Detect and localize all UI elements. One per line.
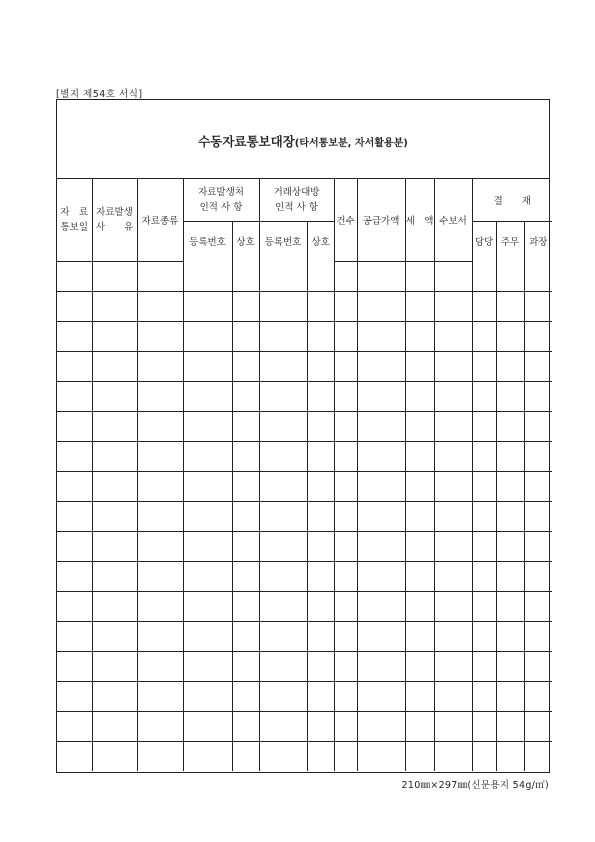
ledger-cell[interactable] (183, 681, 232, 711)
ledger-cell[interactable] (434, 621, 472, 651)
ledger-cell[interactable] (524, 741, 552, 771)
ledger-cell[interactable] (92, 501, 137, 531)
col-supply-value: 공급가액 (357, 179, 405, 261)
ledger-cell[interactable] (434, 591, 472, 621)
ledger-cell[interactable] (137, 291, 183, 321)
ledger-cell[interactable] (472, 441, 496, 471)
ledger-cell[interactable] (357, 681, 405, 711)
ledger-cell[interactable] (57, 381, 92, 411)
ledger-cell[interactable] (137, 351, 183, 381)
ledger-cell[interactable] (496, 531, 524, 561)
ledger-cell[interactable] (183, 441, 232, 471)
ledger-cell[interactable] (334, 441, 357, 471)
ledger-cell[interactable] (137, 501, 183, 531)
ledger-cell[interactable] (334, 561, 357, 591)
col-issuer-line2: 인적 사 항 (199, 201, 243, 213)
ledger-cell[interactable] (183, 291, 232, 321)
ledger-cell[interactable] (472, 501, 496, 531)
col-notice-date-line1: 자 료 (60, 206, 89, 218)
col-reason-line2: 사 유 (95, 221, 134, 233)
ledger-cell[interactable] (232, 411, 259, 441)
ledger-cell[interactable] (137, 741, 183, 771)
ledger-cell[interactable] (57, 681, 92, 711)
ledger-cell[interactable] (405, 321, 434, 351)
ledger-cell[interactable] (259, 381, 307, 411)
ledger-row (57, 711, 552, 741)
ledger-cell[interactable] (183, 621, 232, 651)
col-receipt: 수보서 (434, 179, 472, 261)
ledger-cell[interactable] (524, 291, 552, 321)
ledger-form (56, 99, 550, 773)
col-issuer-trade-name: 상호 (232, 221, 259, 261)
ledger-row (57, 351, 552, 381)
ledger-cell[interactable] (405, 591, 434, 621)
ledger-row (57, 531, 552, 561)
ledger-cell[interactable] (357, 351, 405, 381)
ledger-cell[interactable] (307, 681, 334, 711)
ledger-cell[interactable] (232, 621, 259, 651)
col-counterparty-info (259, 179, 334, 221)
ledger-cell[interactable] (259, 561, 307, 591)
ledger-cell[interactable] (137, 411, 183, 441)
ledger-cell[interactable] (57, 591, 92, 621)
ledger-cell[interactable] (472, 561, 496, 591)
ledger-cell[interactable] (57, 561, 92, 591)
col-issuer-line1: 자료발생처 (198, 186, 244, 198)
ledger-row (57, 261, 552, 291)
ledger-cell[interactable] (259, 591, 307, 621)
ledger-cell[interactable] (357, 381, 405, 411)
ledger-cell[interactable] (57, 261, 92, 291)
ledger-cell[interactable] (405, 501, 434, 531)
ledger-cell[interactable] (334, 291, 357, 321)
ledger-cell[interactable] (496, 291, 524, 321)
ledger-cell[interactable] (307, 411, 334, 441)
ledger-cell[interactable] (357, 321, 405, 351)
form-label: [별지 제54호 서식] (56, 89, 143, 100)
ledger-row (57, 381, 552, 411)
ledger-cell[interactable] (334, 261, 357, 291)
ledger-cell[interactable] (434, 381, 472, 411)
ledger-cell[interactable] (183, 321, 232, 351)
ledger-cell[interactable] (496, 411, 524, 441)
ledger-cell[interactable] (472, 411, 496, 441)
ledger-cell[interactable] (496, 441, 524, 471)
ledger-cell[interactable] (472, 621, 496, 651)
ledger-cell[interactable] (232, 291, 259, 321)
ledger-cell[interactable] (524, 381, 552, 411)
ledger-cell[interactable] (434, 411, 472, 441)
ledger-cell[interactable] (405, 651, 434, 681)
ledger-cell[interactable] (232, 351, 259, 381)
col-data-type: 자료종류 (137, 179, 183, 261)
ledger-cell[interactable] (232, 261, 259, 291)
ledger-cell[interactable] (357, 471, 405, 501)
ledger-cell[interactable] (232, 441, 259, 471)
title-area (57, 100, 549, 179)
ledger-cell[interactable] (232, 741, 259, 771)
ledger-cell[interactable] (334, 381, 357, 411)
ledger-cell[interactable] (183, 531, 232, 561)
ledger-cell[interactable] (357, 501, 405, 531)
ledger-cell[interactable] (357, 591, 405, 621)
ledger-cell[interactable] (57, 471, 92, 501)
col-approver-staff: 담당 (472, 221, 496, 261)
ledger-cell[interactable] (434, 351, 472, 381)
ledger-cell[interactable] (92, 411, 137, 441)
ledger-cell[interactable] (259, 711, 307, 741)
ledger-cell[interactable] (92, 321, 137, 351)
ledger-cell[interactable] (334, 681, 357, 711)
ledger-cell[interactable] (496, 261, 524, 291)
ledger-cell[interactable] (334, 471, 357, 501)
ledger-row (57, 321, 552, 351)
ledger-cell[interactable] (496, 501, 524, 531)
ledger-cell[interactable] (434, 261, 472, 291)
ledger-cell[interactable] (183, 711, 232, 741)
ledger-cell[interactable] (405, 621, 434, 651)
ledger-cell[interactable] (524, 321, 552, 351)
ledger-cell[interactable] (183, 351, 232, 381)
col-counterparty-reg-no: 등록번호 (259, 221, 307, 261)
ledger-cell[interactable] (92, 381, 137, 411)
ledger-cell[interactable] (434, 471, 472, 501)
ledger-cell[interactable] (259, 621, 307, 651)
ledger-cell[interactable] (259, 501, 307, 531)
ledger-row (57, 651, 552, 681)
ledger-cell[interactable] (307, 651, 334, 681)
ledger-cell[interactable] (183, 501, 232, 531)
col-count: 건수 (334, 179, 357, 261)
form-title-main: 수동자료통보대장 (198, 134, 295, 149)
ledger-cell[interactable] (496, 681, 524, 711)
ledger-cell[interactable] (307, 261, 334, 291)
ledger-cell[interactable] (259, 741, 307, 771)
ledger-cell[interactable] (259, 261, 307, 291)
ledger-cell[interactable] (307, 441, 334, 471)
ledger-cell[interactable] (405, 411, 434, 441)
ledger-cell[interactable] (405, 381, 434, 411)
ledger-cell[interactable] (472, 741, 496, 771)
ledger-cell[interactable] (524, 711, 552, 741)
ledger-cell[interactable] (405, 741, 434, 771)
ledger-cell[interactable] (259, 651, 307, 681)
col-approver-chief: 주무 (496, 221, 524, 261)
form-title-sub: (타서통보분, 자서활용분) (294, 138, 408, 149)
ledger-cell[interactable] (334, 351, 357, 381)
ledger-row (57, 741, 552, 771)
ledger-cell[interactable] (405, 441, 434, 471)
ledger-cell[interactable] (232, 711, 259, 741)
ledger-cell[interactable] (434, 561, 472, 591)
ledger-row (57, 621, 552, 651)
ledger-row (57, 591, 552, 621)
ledger-cell[interactable] (524, 471, 552, 501)
ledger-cell[interactable] (307, 351, 334, 381)
ledger-cell[interactable] (434, 291, 472, 321)
ledger-row (57, 501, 552, 531)
ledger-cell[interactable] (405, 561, 434, 591)
ledger-cell[interactable] (524, 441, 552, 471)
col-approver-manager: 과장 (524, 221, 552, 261)
ledger-cell[interactable] (137, 651, 183, 681)
ledger-cell[interactable] (232, 561, 259, 591)
ledger-cell[interactable] (334, 591, 357, 621)
ledger-cell[interactable] (92, 681, 137, 711)
ledger-cell[interactable] (57, 531, 92, 561)
ledger-cell[interactable] (307, 381, 334, 411)
ledger-cell[interactable] (57, 411, 92, 441)
col-reason-line1: 자료발생 (96, 206, 133, 218)
ledger-row (57, 561, 552, 591)
ledger-cell[interactable] (357, 441, 405, 471)
ledger-cell[interactable] (334, 501, 357, 531)
ledger-cell[interactable] (137, 471, 183, 501)
ledger-cell[interactable] (434, 441, 472, 471)
ledger-cell[interactable] (334, 621, 357, 651)
ledger-cell[interactable] (307, 591, 334, 621)
ledger-cell[interactable] (307, 321, 334, 351)
ledger-cell[interactable] (524, 651, 552, 681)
ledger-cell[interactable] (472, 651, 496, 681)
ledger-cell[interactable] (232, 471, 259, 501)
ledger-cell[interactable] (334, 711, 357, 741)
ledger-cell[interactable] (472, 261, 496, 291)
ledger-cell[interactable] (472, 471, 496, 501)
ledger-cell[interactable] (405, 711, 434, 741)
ledger-cell[interactable] (137, 531, 183, 561)
ledger-cell[interactable] (334, 531, 357, 561)
ledger-cell[interactable] (405, 291, 434, 321)
ledger-cell[interactable] (357, 711, 405, 741)
ledger-cell[interactable] (405, 261, 434, 291)
ledger-row (57, 291, 552, 321)
ledger-cell[interactable] (472, 351, 496, 381)
ledger-cell[interactable] (472, 381, 496, 411)
ledger-cell[interactable] (259, 291, 307, 321)
ledger-cell[interactable] (92, 441, 137, 471)
col-counterparty-line2: 인적 사 항 (275, 201, 318, 213)
ledger-cell[interactable] (183, 261, 232, 291)
ledger-cell[interactable] (524, 411, 552, 441)
ledger-cell[interactable] (57, 441, 92, 471)
ledger-cell[interactable] (357, 561, 405, 591)
ledger-cell[interactable] (524, 351, 552, 381)
ledger-cell[interactable] (183, 741, 232, 771)
ledger-cell[interactable] (183, 651, 232, 681)
ledger-cell[interactable] (434, 501, 472, 531)
ledger-cell[interactable] (434, 741, 472, 771)
ledger-cell[interactable] (307, 621, 334, 651)
ledger-row (57, 411, 552, 441)
ledger-cell[interactable] (434, 321, 472, 351)
ledger-cell[interactable] (137, 441, 183, 471)
ledger-cell[interactable] (137, 621, 183, 651)
ledger-cell[interactable] (307, 501, 334, 531)
ledger-cell[interactable] (496, 711, 524, 741)
ledger-cell[interactable] (92, 741, 137, 771)
ledger-cell[interactable] (357, 531, 405, 561)
col-issuer-info (183, 179, 259, 221)
col-counterparty-trade-name: 상호 (307, 221, 334, 261)
ledger-cell[interactable] (137, 261, 183, 291)
col-tax-amount: 세 액 (405, 179, 434, 261)
ledger-cell[interactable] (334, 651, 357, 681)
col-counterparty-line1: 거래상대방 (273, 186, 320, 198)
ledger-cell[interactable] (92, 471, 137, 501)
ledger-cell[interactable] (183, 411, 232, 441)
ledger-cell[interactable] (357, 651, 405, 681)
ledger-cell[interactable] (496, 321, 524, 351)
ledger-cell[interactable] (183, 471, 232, 501)
ledger-cell[interactable] (57, 621, 92, 651)
ledger-cell[interactable] (92, 561, 137, 591)
ledger-cell[interactable] (434, 531, 472, 561)
ledger-cell[interactable] (259, 681, 307, 711)
ledger-cell[interactable] (232, 381, 259, 411)
ledger-cell[interactable] (405, 681, 434, 711)
ledger-cell[interactable] (259, 411, 307, 441)
ledger-cell[interactable] (307, 471, 334, 501)
ledger-cell[interactable] (334, 741, 357, 771)
ledger-cell[interactable] (232, 651, 259, 681)
ledger-cell[interactable] (137, 681, 183, 711)
ledger-cell[interactable] (405, 351, 434, 381)
ledger-cell[interactable] (137, 561, 183, 591)
ledger-cell[interactable] (357, 291, 405, 321)
col-issuer-reg-no: 등록번호 (183, 221, 232, 261)
ledger-cell[interactable] (524, 261, 552, 291)
ledger-row (57, 471, 552, 501)
ledger-cell[interactable] (524, 681, 552, 711)
ledger-cell[interactable] (524, 501, 552, 531)
ledger-cell[interactable] (405, 531, 434, 561)
ledger-table (57, 179, 552, 771)
ledger-row (57, 441, 552, 471)
col-notice-date (57, 179, 92, 261)
ledger-cell[interactable] (57, 741, 92, 771)
ledger-cell[interactable] (307, 291, 334, 321)
ledger-cell[interactable] (357, 261, 405, 291)
ledger-cell[interactable] (496, 351, 524, 381)
ledger-cell[interactable] (334, 411, 357, 441)
ledger-cell[interactable] (472, 531, 496, 561)
ledger-cell[interactable] (472, 291, 496, 321)
ledger-cell[interactable] (92, 351, 137, 381)
paper-spec: 210㎜×297㎜(신문용지 54g/㎡) (401, 780, 549, 791)
ledger-cell[interactable] (405, 471, 434, 501)
ledger-cell[interactable] (496, 471, 524, 501)
ledger-cell[interactable] (57, 351, 92, 381)
ledger-cell[interactable] (259, 441, 307, 471)
ledger-cell[interactable] (232, 681, 259, 711)
ledger-cell[interactable] (232, 321, 259, 351)
ledger-cell[interactable] (183, 381, 232, 411)
col-notice-date-line2: 통보일 (60, 221, 89, 233)
ledger-cell[interactable] (496, 741, 524, 771)
ledger-cell[interactable] (92, 591, 137, 621)
ledger-cell[interactable] (259, 471, 307, 501)
ledger-cell[interactable] (496, 381, 524, 411)
ledger-cell[interactable] (524, 591, 552, 621)
ledger-cell[interactable] (92, 621, 137, 651)
ledger-cell[interactable] (137, 381, 183, 411)
ledger-cell[interactable] (92, 711, 137, 741)
ledger-cell[interactable] (434, 651, 472, 681)
ledger-cell[interactable] (357, 741, 405, 771)
ledger-cell[interactable] (496, 591, 524, 621)
ledger-cell[interactable] (92, 651, 137, 681)
ledger-cell[interactable] (496, 621, 524, 651)
ledger-cell[interactable] (232, 531, 259, 561)
col-approval: 결 재 (472, 179, 552, 221)
ledger-cell[interactable] (307, 561, 334, 591)
ledger-cell[interactable] (183, 561, 232, 591)
ledger-cell[interactable] (434, 681, 472, 711)
ledger-cell[interactable] (524, 531, 552, 561)
ledger-cell[interactable] (57, 651, 92, 681)
ledger-cell[interactable] (57, 501, 92, 531)
ledger-cell[interactable] (472, 321, 496, 351)
ledger-row (57, 681, 552, 711)
ledger-cell[interactable] (137, 591, 183, 621)
ledger-cell[interactable] (259, 531, 307, 561)
ledger-cell[interactable] (57, 291, 92, 321)
col-reason (92, 179, 137, 261)
ledger-cell[interactable] (334, 321, 357, 351)
ledger-cell[interactable] (472, 711, 496, 741)
ledger-cell[interactable] (524, 561, 552, 591)
ledger-cell[interactable] (357, 411, 405, 441)
ledger-cell[interactable] (496, 651, 524, 681)
ledger-cell[interactable] (472, 591, 496, 621)
ledger-cell[interactable] (307, 711, 334, 741)
ledger-cell[interactable] (259, 351, 307, 381)
ledger-cell[interactable] (307, 531, 334, 561)
ledger-cell[interactable] (434, 711, 472, 741)
ledger-cell[interactable] (57, 321, 92, 351)
ledger-cell[interactable] (92, 261, 137, 291)
ledger-cell[interactable] (57, 711, 92, 741)
ledger-cell[interactable] (137, 321, 183, 351)
ledger-cell[interactable] (232, 501, 259, 531)
ledger-cell[interactable] (232, 591, 259, 621)
ledger-cell[interactable] (259, 321, 307, 351)
ledger-cell[interactable] (357, 621, 405, 651)
ledger-cell[interactable] (183, 591, 232, 621)
ledger-cell[interactable] (92, 291, 137, 321)
ledger-cell[interactable] (472, 681, 496, 711)
ledger-cell[interactable] (92, 531, 137, 561)
ledger-cell[interactable] (496, 561, 524, 591)
ledger-cell[interactable] (137, 711, 183, 741)
ledger-cell[interactable] (524, 621, 552, 651)
form-title (57, 132, 549, 150)
ledger-cell[interactable] (307, 741, 334, 771)
